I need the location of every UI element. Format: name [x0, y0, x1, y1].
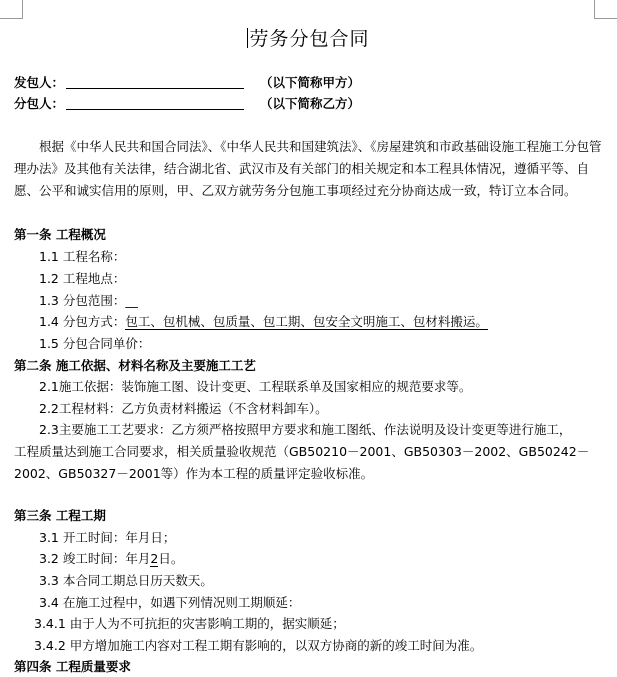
article3-item-2-suffix: 日。 — [158, 551, 184, 566]
contractor-line — [14, 94, 360, 114]
article1-item-4-label: 1.4 分包方式： — [39, 314, 126, 329]
article1-item-3-text: 1.3 分包范围： — [39, 293, 126, 308]
article1-item-3 — [39, 291, 138, 311]
article3-item-3: 3.3 本合同工期总日历天数天。 — [39, 573, 213, 588]
article2-item-1: 2.1施工依据：装饰施工图、设计变更、工程联系单及国家相应的规范要求等。 — [39, 379, 472, 394]
article1-item-5: 1.5 分包合同单价： — [39, 336, 151, 351]
article1-item-4-value: 包工、包机械、包质量、包工期、包安全文明施工、包材料搬运。 — [125, 314, 488, 329]
page-corner-mark-left — [0, 0, 23, 19]
page-corner-mark-right — [594, 0, 617, 19]
article2-item-2: 2.2工程材料：乙方负责材料搬运（不含材料卸车）。 — [39, 401, 328, 416]
document-title — [0, 24, 617, 51]
employer-blank — [66, 74, 244, 89]
article1-item-2: 1.2 工程地点： — [39, 271, 126, 286]
employer-label: 发包人： — [14, 75, 65, 90]
article2-heading: 第二条 施工依据、材料名称及主要施工工艺 — [14, 358, 256, 373]
contractor-note: （以下简称乙方） — [260, 96, 361, 111]
contractor-blank — [66, 95, 244, 110]
article3-item-1: 3.1 开工时间：年月日； — [39, 530, 176, 545]
article2-item-3-first-line: 2.3主要施工工艺要求：乙方须严格按照甲方要求和施工图纸、作法说明及设计变更等进行施工， — [39, 422, 572, 437]
article1-item-3-blank: __ — [125, 293, 138, 308]
article3-item-2 — [39, 549, 183, 569]
article3-item-2-day: 2 — [150, 551, 159, 566]
employer-note: （以下简称甲方） — [260, 75, 361, 90]
article1-heading: 第一条 工程概况 — [14, 227, 106, 242]
article4-heading: 第四条 工程质量要求 — [14, 659, 131, 674]
article3-item-4-1: 3.4.1 由于人为不可抗拒的灾害影响工期的，据实顺延； — [34, 616, 345, 631]
document-title-text: 劳务分包合同 — [249, 28, 370, 50]
article2-item-3-continued: 工程质量达到施工合同要求，相关质量验收规范（GB50210－2001、GB50303－2002、GB50242－2002、GB50327－2001等）作为本工程的质量评定验收标准。 — [14, 444, 590, 481]
article3-heading: 第三条 工程工期 — [14, 508, 106, 523]
article3-item-4-2: 3.4.2 甲方增加施工内容对工程工期有影响的，以双方协商的新的竣工时间为准。 — [34, 638, 483, 653]
contractor-label: 分包人： — [14, 96, 65, 111]
article1-item-1: 1.1 工程名称： — [39, 249, 126, 264]
intro-paragraph: 根据《中华人民共和国合同法》、《中华人民共和国建筑法》、《房屋建筑和市政基础设施工程施工分包管理办法》及其他有关法律，结合湖北省、武汉市及有关部门的相关规定和本工程具体情况，遵循平等、自愿、公平和诚实信用的原则，甲、乙双方就劳务分包施工事项经过充分协商达成一致，特订立本合同。 — [14, 139, 602, 198]
article3-item-2-text: 3.2 竣工时间：年月 — [39, 551, 151, 566]
article3-item-4: 3.4 在施工过程中，如遇下列情况则工期顺延： — [39, 595, 301, 610]
article1-item-4 — [39, 312, 488, 332]
employer-line — [14, 73, 360, 93]
